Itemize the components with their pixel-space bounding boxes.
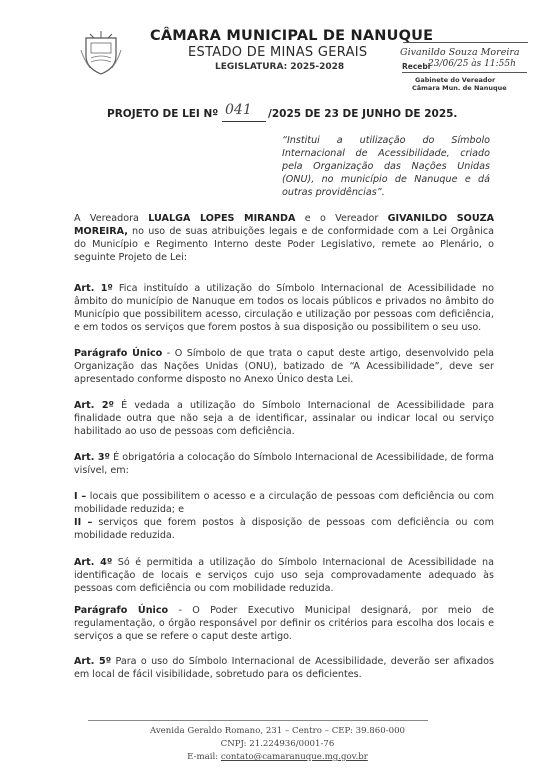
footer-address: Avenida Geraldo Romano, 231 – Centro – CEP: 39.860-000: [149, 726, 406, 736]
stamp-office-line2: Câmara Mun. de Nanuque: [412, 84, 507, 92]
bill-summary: “Institui a utilização do Símbolo Internacional de Acessibilidade, criado pela Organização das Nações Unidas (ONU), no município de Nanuque e dá outras providências”.: [282, 135, 490, 198]
author-2: GIVANILDO SOUZA MOREIRA,: [74, 213, 494, 237]
article-2-text: É vedada a utilização do Símbolo Internacional de Acessibilidade para finalidade outra que não seja a de identificar, assinalar ou indicar local ou serviço habilitado ao uso de pessoas com deficiência.: [74, 400, 494, 437]
header-legislature: LEGISLATURA: 2025-2028: [215, 62, 345, 72]
stamp-office-line1: Gabinete do Vereador: [415, 76, 496, 84]
article-5-label: Art. 5º: [74, 656, 112, 667]
article-1-paragraph-text: - O Símbolo de que trata o caput deste artigo, desenvolvido pela Organização das Nações Unidas (ONU), batizado de “A Acessibilidade”, deve ser apresentado conforme disposto no Anexo Único desta Lei.: [74, 348, 494, 385]
article-1: [74, 282, 494, 334]
article-4: [74, 556, 494, 595]
article-3-item-1: [74, 490, 494, 516]
article-3-text: É obrigatória a colocação do Símbolo Internacional de Acessibilidade, de forma visível, em:: [74, 452, 494, 476]
footer-email-line: [0, 752, 555, 762]
item-1-label: I –: [74, 491, 87, 502]
article-3-label: Art. 3º: [74, 452, 110, 463]
bill-date: /2025 DE 23 DE JUNHO DE 2025.: [268, 108, 458, 120]
intro-middle: e o Vereador: [295, 213, 388, 224]
article-4-paragraph-label: Parágrafo Único: [74, 605, 169, 616]
stamp-bottom-rule: [402, 72, 527, 73]
header-title: CÂMARA MUNICIPAL DE NANUQUE: [150, 28, 434, 44]
article-1-text: Fica instituído a utilização do Símbolo Internacional de Acessibilidade no âmbito do município de Nanuque em todos os locais públicos e privados no âmbito do Município que possibilitem acesso, circulação e utilização por pessoas com deficiência, e em todos os serviços que forem postos à sua disposição ou possibilitem o seu uso.: [74, 283, 494, 333]
article-4-paragraph: [74, 604, 494, 643]
article-1-paragraph: [74, 347, 494, 386]
article-1-paragraph-label: Parágrafo Único: [74, 348, 163, 359]
bill-number: 041: [225, 102, 252, 118]
article-4-paragraph-text: - O Poder Executivo Municipal designará, por meio de regulamentação, o órgão responsável por definir os critérios para escolha dos locais e serviços a que se refere o caput deste artigo.: [74, 605, 494, 642]
bill-number-underline: [222, 121, 266, 122]
article-3-item-2: [74, 516, 494, 542]
article-4-label: Art. 4º: [74, 557, 113, 568]
stamp-received-date: 23/06/25 às 11:55h: [428, 59, 516, 69]
intro-prefix: A Vereadora: [74, 213, 149, 224]
article-1-label: Art. 1º: [74, 283, 113, 294]
stamp-received-label: Recebi: [402, 62, 431, 71]
intro-paragraph: [74, 212, 494, 264]
item-1-text: locais que possibilitem o acesso e a circulação de pessoas com deficiência ou com mobilidade reduzida; e: [74, 491, 494, 515]
author-1: LUALGA LOPES MIRANDA: [148, 213, 296, 224]
article-5-text: Para o uso do Símbolo Internacional de Acessibilidade, deverão ser afixados em local de fácil visibilidade, sobretudo para os deficientes.: [74, 656, 494, 680]
item-2-text: serviços que forem postos à disposição de pessoas com deficiência ou com mobilidade reduzida.: [74, 517, 494, 541]
footer-email-label: E-mail:: [187, 752, 221, 762]
bill-label: PROJETO DE LEI Nº: [107, 108, 219, 120]
item-2-label: II –: [74, 517, 93, 528]
stamp-signature-name: Givanildo Souza Moreira: [400, 47, 520, 58]
intro-suffix: no uso de suas atribuições legais e de conformidade com a Lei Orgânica do Município e Regimento Interno deste Poder Legislativo, remete ao Plenário, o seguinte Projeto de Lei:: [74, 226, 494, 263]
stamp-top-rule: [403, 42, 528, 43]
footer-email-link[interactable]: contato@camaranuque.mg.gov.br: [220, 752, 368, 762]
footer-divider: [88, 720, 428, 721]
footer-cnpj: CNPJ: 21.224936/0001-76: [220, 739, 335, 749]
article-4-text: Só é permitida a utilização do Símbolo Internacional de Acessibilidade na identificação de locais e serviços cujo uso seja comprovadamente adequado às pessoas com deficiência ou com mobilidade reduzida.: [74, 557, 494, 594]
article-2: [74, 399, 494, 438]
article-5: [74, 655, 494, 681]
article-2-label: Art. 2º: [74, 400, 114, 411]
municipal-crest-logo: [80, 30, 122, 76]
header-state: ESTADO DE MINAS GERAIS: [188, 45, 368, 60]
article-3: [74, 451, 494, 477]
